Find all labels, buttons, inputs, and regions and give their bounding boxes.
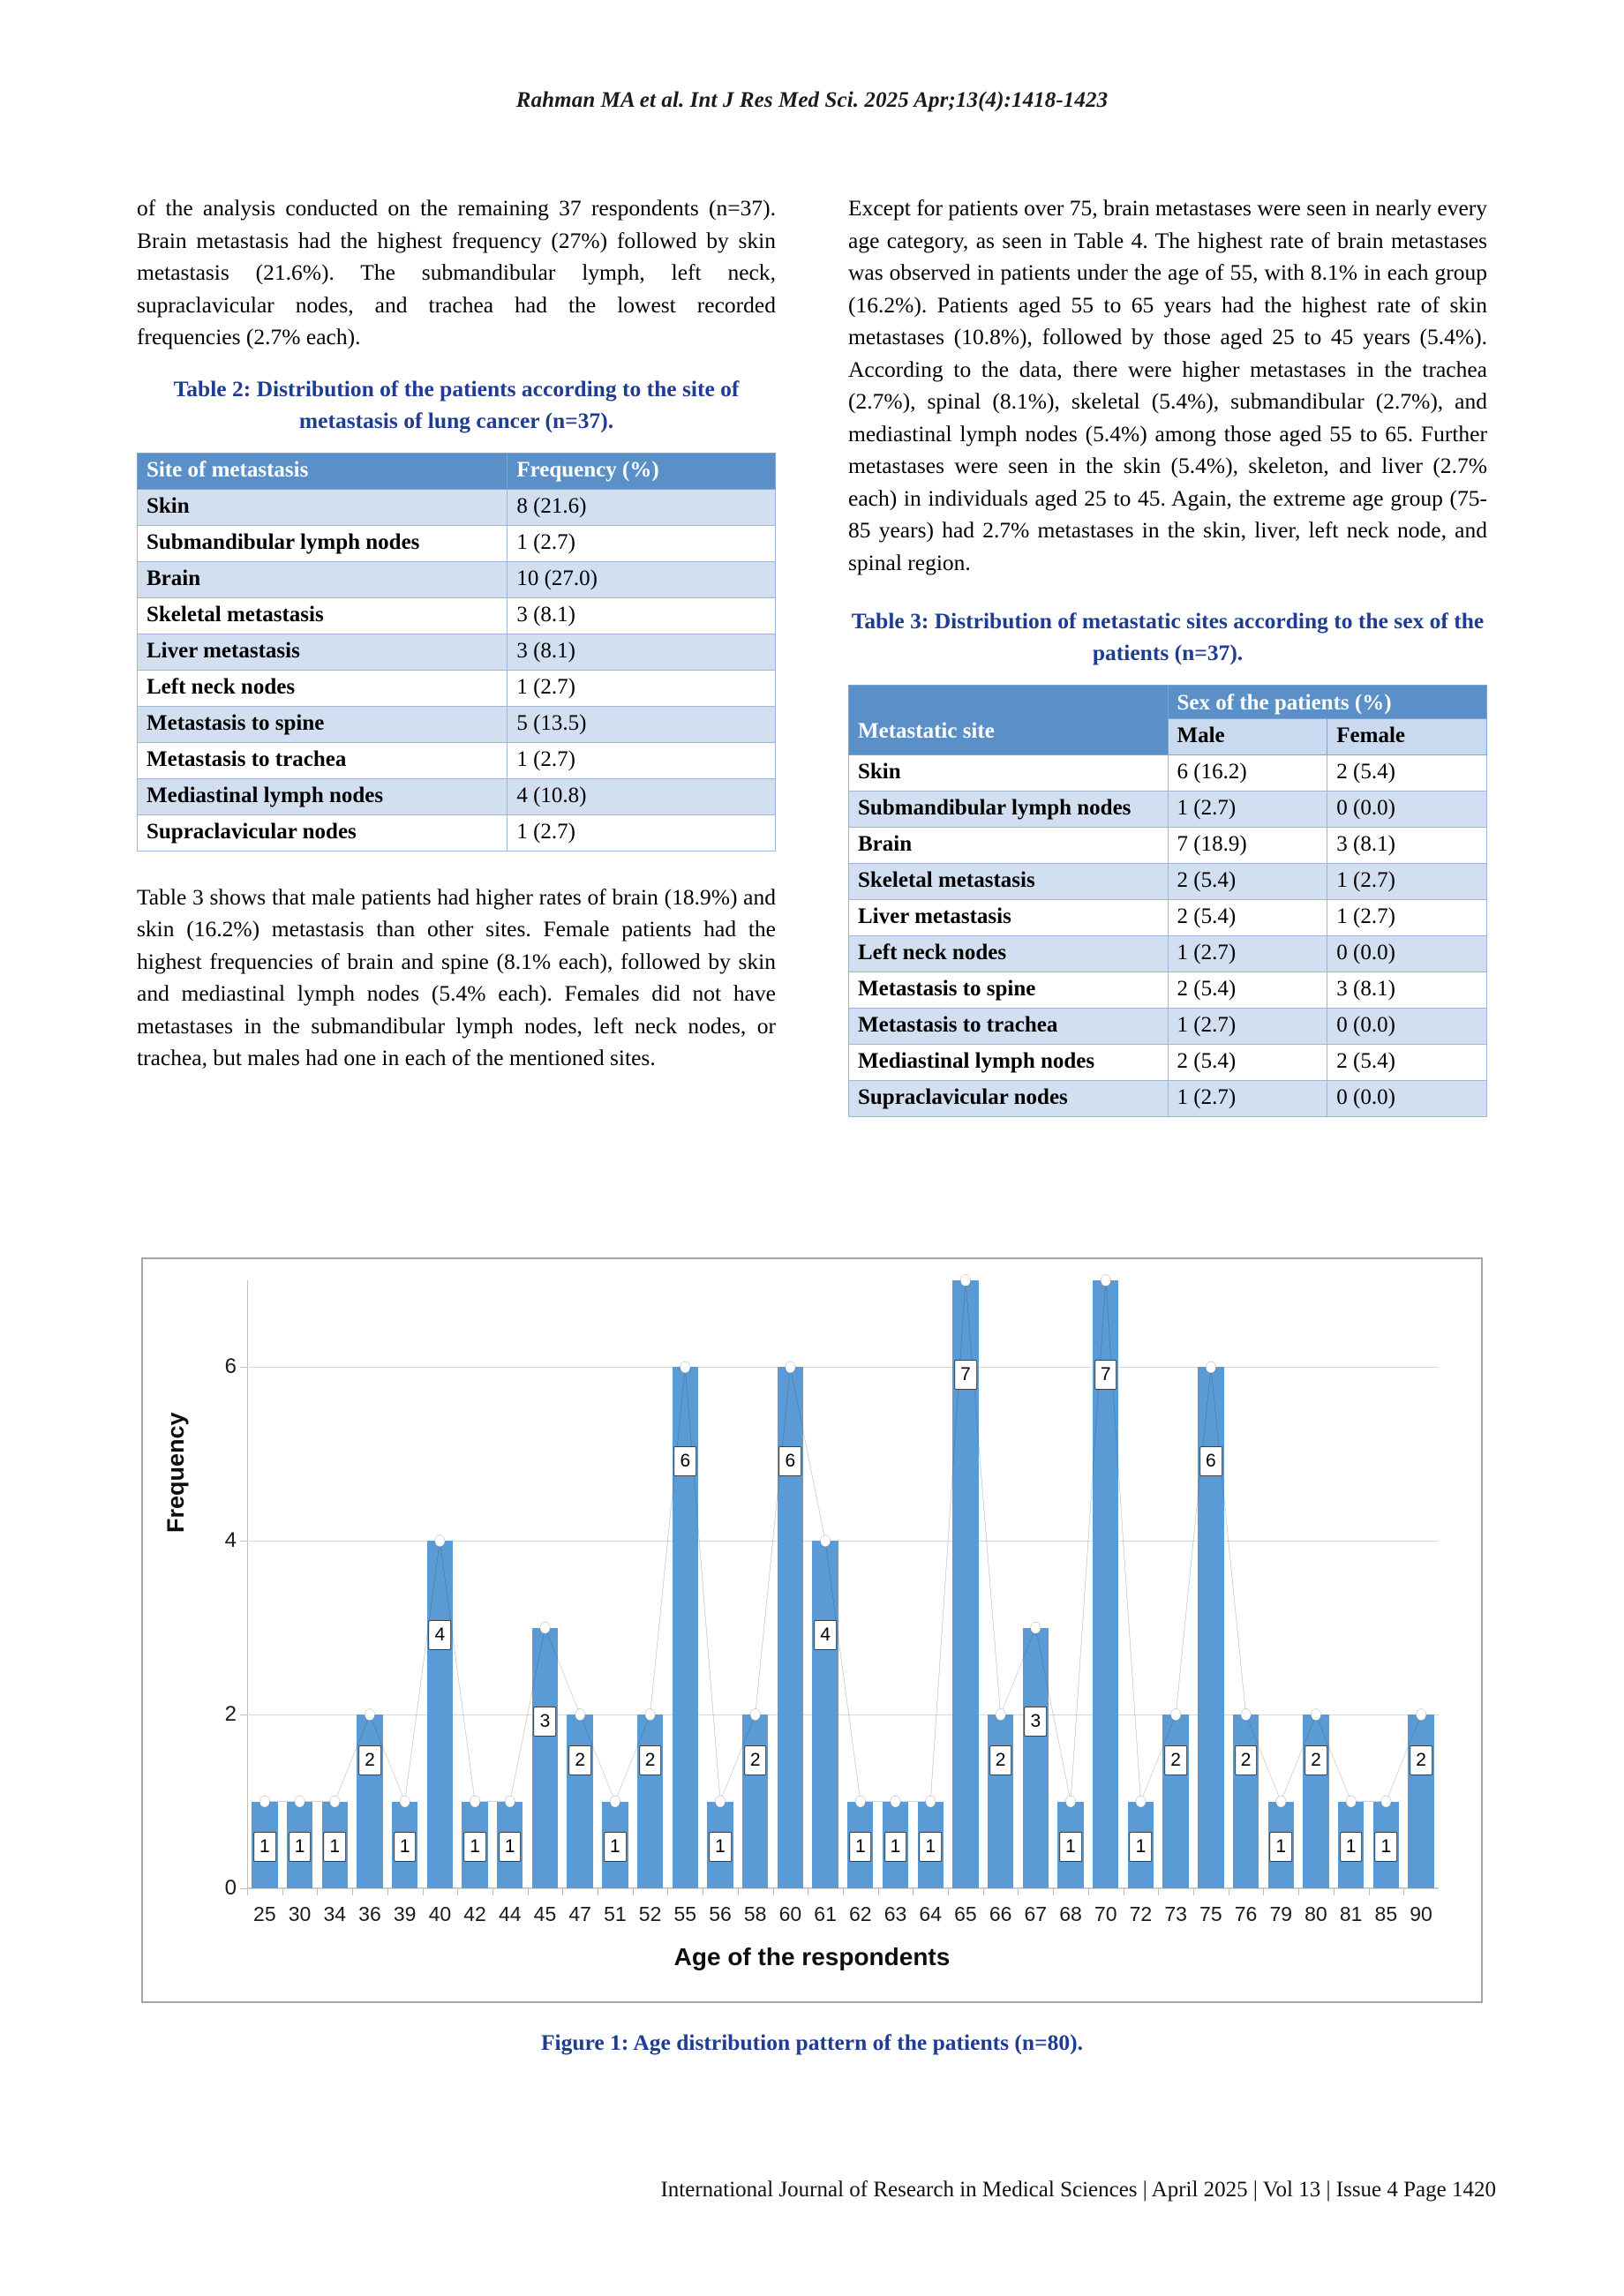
table-row xyxy=(849,972,1487,1009)
chart-x-tick-mark xyxy=(738,1888,739,1895)
figure-1-chart xyxy=(141,1257,1483,2003)
chart-bar xyxy=(532,1628,558,1888)
table2-cell-frequency: 1 (2.7) xyxy=(508,814,776,851)
chart-bar-value-label: 3 xyxy=(534,1707,557,1737)
chart-bar-group xyxy=(913,1280,948,1925)
chart-x-tick-label: 30 xyxy=(288,1902,312,1925)
table3-cell-female: 0 (0.0) xyxy=(1327,1009,1487,1045)
chart-bar-value-label: 2 xyxy=(1410,1745,1432,1775)
table-row xyxy=(138,706,776,742)
table3-caption: Table 3: Distribution of metastatic sites according to the sex of the patients (n=37). xyxy=(851,608,1485,665)
table3-cell-male: 2 (5.4) xyxy=(1168,972,1327,1009)
table2-cell-frequency: 1 (2.7) xyxy=(508,525,776,561)
chart-x-tick-mark xyxy=(352,1888,353,1895)
table-row xyxy=(849,900,1487,936)
chart-bar-value-label: 1 xyxy=(919,1832,942,1862)
table3-cell-male: 2 (5.4) xyxy=(1168,1045,1327,1081)
chart-x-tick-mark xyxy=(387,1888,388,1895)
chart-bar-value-label: 7 xyxy=(1094,1360,1117,1390)
chart-x-tick-label: 73 xyxy=(1164,1902,1187,1925)
chart-bar-group xyxy=(282,1280,318,1925)
table3-cell-site: Mediastinal lymph nodes xyxy=(849,1045,1169,1081)
chart-x-tick-mark xyxy=(492,1888,493,1895)
chart-bar-value-label: 1 xyxy=(289,1832,312,1862)
chart-x-tick-label: 90 xyxy=(1410,1902,1432,1925)
chart-bar-value-label: 2 xyxy=(568,1745,591,1775)
table2-cell-site: Submandibular lymph nodes xyxy=(138,525,508,561)
chart-x-tick-label: 72 xyxy=(1129,1902,1153,1925)
chart-x-tick-label: 25 xyxy=(253,1902,276,1925)
table-row xyxy=(138,489,776,525)
chart-x-tick-mark xyxy=(317,1888,318,1895)
chart-x-tick-label: 76 xyxy=(1234,1902,1258,1925)
table3-header-male: Male xyxy=(1168,719,1327,755)
chart-bar xyxy=(1408,1714,1433,1888)
chart-bar-group xyxy=(1369,1280,1404,1925)
table-row xyxy=(849,1045,1487,1081)
chart-bar-group xyxy=(1229,1280,1264,1925)
chart-bar xyxy=(812,1541,838,1888)
chart-bar-value-label: 1 xyxy=(463,1832,486,1862)
chart-bar-group xyxy=(562,1280,598,1925)
chart-x-tick-label: 40 xyxy=(428,1902,452,1925)
chart-x-tick-mark xyxy=(878,1888,879,1895)
chart-bar-group xyxy=(773,1280,808,1925)
chart-bar xyxy=(637,1714,663,1888)
table2-cell-frequency: 10 (27.0) xyxy=(508,561,776,597)
chart-x-tick-label: 68 xyxy=(1059,1902,1082,1925)
chart-x-tick-mark xyxy=(1088,1888,1089,1895)
chart-bar-group xyxy=(1193,1280,1229,1925)
chart-bar-value-label: 2 xyxy=(1235,1745,1258,1775)
table2-cell-site: Metastasis to trachea xyxy=(138,742,508,778)
table3-body xyxy=(849,755,1487,1117)
chart-x-tick-label: 45 xyxy=(533,1902,557,1925)
chart-bar-value-label: 2 xyxy=(1304,1745,1327,1775)
chart-bar-group xyxy=(598,1280,633,1925)
chart-x-tick-label: 51 xyxy=(604,1902,627,1925)
table3-cell-male: 1 (2.7) xyxy=(1168,1009,1327,1045)
right-column xyxy=(848,192,1487,1117)
chart-bar-value-label: 2 xyxy=(989,1745,1012,1775)
chart-bar xyxy=(1303,1714,1328,1888)
table3-cell-female: 2 (5.4) xyxy=(1327,755,1487,792)
left-paragraph-2: Table 3 shows that male patients had higher rates of brain (18.9%) and skin (16.2%) metastasis than other sites. Female patients had the highest frequencies of brain and spine (8.1% each), followed by skin and mediastinal lymph nodes (5.4% each). Females did not have metastases in the submandibular lymph nodes, left neck nodes, or trachea, but males had one in each of the mentioned sites. xyxy=(137,883,776,1070)
table3-cell-male: 1 (2.7) xyxy=(1168,936,1327,972)
chart-x-tick-mark xyxy=(667,1888,668,1895)
table3-cell-site: Metastasis to trachea xyxy=(849,1009,1169,1045)
running-head: Rahman MA et al. Int J Res Med Sci. 2025 Apr;13(4):1418-1423 xyxy=(515,88,1109,112)
chart-x-tick-label: 79 xyxy=(1269,1902,1293,1925)
chart-bar-group xyxy=(667,1280,703,1925)
chart-bar-value-label: 1 xyxy=(1130,1832,1153,1862)
chart-x-tick-label: 58 xyxy=(743,1902,767,1925)
chart-x-tick-label: 85 xyxy=(1374,1902,1398,1925)
chart-x-tick-label: 44 xyxy=(498,1902,522,1925)
chart-bar xyxy=(357,1714,382,1888)
chart-bar-value-label: 1 xyxy=(499,1832,522,1862)
table3-cell-female: 0 (0.0) xyxy=(1327,1081,1487,1117)
chart-bar-value-label: 1 xyxy=(394,1832,417,1862)
table2-caption: Table 2: Distribution of the patients according to the site of metastasis of lung cancer (n=37). xyxy=(173,375,740,433)
table3-cell-site: Metastasis to spine xyxy=(849,972,1169,1009)
chart-x-tick-label: 47 xyxy=(568,1902,591,1925)
table2-cell-frequency: 5 (13.5) xyxy=(508,706,776,742)
chart-x-tick-label: 70 xyxy=(1094,1902,1117,1925)
chart-bar-group xyxy=(1018,1280,1053,1925)
table3-cell-site: Skeletal metastasis xyxy=(849,864,1169,900)
table3-cell-female: 2 (5.4) xyxy=(1327,1045,1487,1081)
table2-cell-site: Metastasis to spine xyxy=(138,706,508,742)
table-row xyxy=(849,864,1487,900)
chart-bar xyxy=(1023,1628,1049,1888)
chart-bar-value-label: 3 xyxy=(1024,1707,1047,1737)
chart-bar-group xyxy=(1088,1280,1124,1925)
chart-x-tick-mark xyxy=(1263,1888,1264,1895)
chart-bar-group xyxy=(528,1280,563,1925)
chart-x-tick-mark xyxy=(423,1888,424,1895)
left-column xyxy=(137,192,776,1117)
chart-x-tick-label: 80 xyxy=(1304,1902,1327,1925)
chart-bar-group xyxy=(703,1280,738,1925)
chart-bar xyxy=(1233,1714,1259,1888)
table2-cell-frequency: 4 (10.8) xyxy=(508,778,776,814)
chart-bar-value-label: 1 xyxy=(1375,1832,1398,1862)
chart-bar-group xyxy=(457,1280,492,1925)
table3-cell-site: Skin xyxy=(849,755,1169,792)
table2-body xyxy=(138,489,776,851)
chart-bar-value-label: 1 xyxy=(884,1832,907,1862)
chart-bar-group xyxy=(1158,1280,1193,1925)
chart-bar-value-label: 2 xyxy=(1164,1745,1187,1775)
table3-cell-female: 3 (8.1) xyxy=(1327,828,1487,864)
chart-bar-group xyxy=(1334,1280,1369,1925)
chart-x-tick-label: 52 xyxy=(638,1902,662,1925)
table2-cell-site: Liver metastasis xyxy=(138,634,508,670)
table3-cell-male: 6 (16.2) xyxy=(1168,755,1327,792)
chart-x-tick-label: 36 xyxy=(358,1902,381,1925)
table2-cell-frequency: 1 (2.7) xyxy=(508,742,776,778)
table3-header-site: Metastatic site xyxy=(849,686,1169,755)
chart-bar-group xyxy=(1298,1280,1334,1925)
chart-bar-value-label: 1 xyxy=(1059,1832,1082,1862)
chart-x-tick-label: 60 xyxy=(778,1902,802,1925)
table-row xyxy=(138,525,776,561)
table3-cell-female: 0 (0.0) xyxy=(1327,936,1487,972)
chart-x-tick-label: 55 xyxy=(673,1902,697,1925)
chart-bar-value-label: 2 xyxy=(358,1745,381,1775)
chart-bar-value-label: 1 xyxy=(1269,1832,1292,1862)
table3-cell-male: 1 (2.7) xyxy=(1168,792,1327,828)
chart-x-tick-label: 39 xyxy=(393,1902,417,1925)
table2-cell-frequency: 3 (8.1) xyxy=(508,597,776,634)
chart-bar-group xyxy=(247,1280,282,1925)
chart-bars xyxy=(247,1280,1439,1925)
chart-x-tick-label: 81 xyxy=(1339,1902,1363,1925)
right-paragraph-1: Except for patients over 75, brain metastases were seen in nearly every age category, as seen in Table 4. The highest rate of brain metastases was observed in patients under the age of 55, with 8.1% in each group (16.2%). Patients aged 55 to 65 years had the highest rate of skin metastases (10.8%), followed by those aged 25 to 45 years (5.4%). According to the data, there were higher metastases in the trachea (2.7%), spinal (8.1%), skeletal (5.4%), submandibular (2.7%), and mediastinal lymph nodes (5.4%) among those aged 55 to 65. Further metastases were seen in the skin (5.4%), skeleton, and liver (2.7% each) in individuals aged 25 to 45. Again, the extreme age group (75-85 years) had 2.7% metastases in the skin, liver, left neck node, and spinal region. xyxy=(848,195,1487,575)
chart-x-tick-mark xyxy=(1403,1888,1404,1895)
table3-cell-male: 2 (5.4) xyxy=(1168,864,1327,900)
table-row xyxy=(849,755,1487,792)
table3-header-sex-group: Sex of the patients (%) xyxy=(1168,686,1487,719)
chart-x-tick-mark xyxy=(1298,1888,1299,1895)
chart-bar-group xyxy=(843,1280,878,1925)
chart-x-tick-mark xyxy=(983,1888,984,1895)
chart-bar-group xyxy=(738,1280,773,1925)
table3-cell-male: 1 (2.7) xyxy=(1168,1081,1327,1117)
chart-y-tick-mark xyxy=(240,1541,247,1542)
chart-bar-group xyxy=(1263,1280,1298,1925)
table-3-metastasis-by-sex xyxy=(848,685,1487,1117)
chart-x-tick-mark xyxy=(457,1888,458,1895)
chart-bar xyxy=(427,1541,453,1888)
chart-bar-value-label: 6 xyxy=(1199,1446,1222,1476)
chart-x-tick-label: 56 xyxy=(709,1902,732,1925)
chart-x-tick-label: 75 xyxy=(1199,1902,1222,1925)
chart-bar-group xyxy=(1124,1280,1159,1925)
chart-y-axis-title: Frequency xyxy=(162,1412,189,1533)
table2-cell-frequency: 3 (8.1) xyxy=(508,634,776,670)
chart-y-tick-label: 2 xyxy=(224,1702,237,1727)
table3-header-female: Female xyxy=(1327,719,1487,755)
chart-bar-value-label: 1 xyxy=(709,1832,732,1862)
chart-x-tick-label: 63 xyxy=(883,1902,907,1925)
table-row xyxy=(138,634,776,670)
chart-y-tick-mark xyxy=(240,1714,247,1715)
chart-bar-value-label: 1 xyxy=(1340,1832,1363,1862)
chart-bar-value-label: 1 xyxy=(604,1832,627,1862)
chart-bar-group xyxy=(878,1280,914,1925)
chart-x-tick-label: 62 xyxy=(849,1902,872,1925)
chart-x-tick-label: 64 xyxy=(919,1902,942,1925)
table2-cell-site: Brain xyxy=(138,561,508,597)
chart-bar-value-label: 4 xyxy=(814,1620,837,1650)
table-row xyxy=(849,1081,1487,1117)
table-row xyxy=(849,1009,1487,1045)
chart-bar-value-label: 1 xyxy=(253,1832,276,1862)
chart-bar xyxy=(1162,1714,1188,1888)
table3-cell-site: Supraclavicular nodes xyxy=(849,1081,1169,1117)
chart-bar-group xyxy=(387,1280,423,1925)
chart-bar-group xyxy=(492,1280,528,1925)
page-footer: International Journal of Research in Medical Sciences | April 2025 | Vol 13 | Issue 4 Page 1420 xyxy=(660,2178,1496,2202)
chart-x-tick-mark xyxy=(562,1888,563,1895)
table3-cell-male: 7 (18.9) xyxy=(1168,828,1327,864)
table-row xyxy=(849,936,1487,972)
chart-y-tick-label: 6 xyxy=(224,1354,237,1379)
chart-x-tick-mark xyxy=(1018,1888,1019,1895)
table-row xyxy=(138,814,776,851)
chart-x-tick-label: 61 xyxy=(814,1902,837,1925)
two-column-body xyxy=(137,192,1487,1117)
chart-bar-value-label: 6 xyxy=(779,1446,802,1476)
table-2-metastasis-sites xyxy=(137,453,776,852)
chart-x-tick-mark xyxy=(1053,1888,1054,1895)
chart-y-tick-mark xyxy=(240,1888,247,1889)
table3-header-row-1 xyxy=(849,686,1487,719)
chart-x-tick-mark xyxy=(773,1888,774,1895)
chart-plot-area xyxy=(224,1280,1439,1925)
chart-bar-value-label: 1 xyxy=(323,1832,346,1862)
chart-bar-group xyxy=(983,1280,1019,1925)
chart-bar-value-label: 4 xyxy=(429,1620,452,1650)
chart-y-tick-label: 0 xyxy=(224,1876,237,1900)
chart-bar xyxy=(988,1714,1013,1888)
table3-cell-site: Brain xyxy=(849,828,1169,864)
chart-x-tick-mark xyxy=(913,1888,914,1895)
chart-x-tick-mark xyxy=(1334,1888,1335,1895)
table2-cell-site: Mediastinal lymph nodes xyxy=(138,778,508,814)
table-row xyxy=(138,742,776,778)
table3-cell-female: 1 (2.7) xyxy=(1327,900,1487,936)
table-row xyxy=(138,597,776,634)
table3-cell-site: Left neck nodes xyxy=(849,936,1169,972)
chart-x-tick-mark xyxy=(1369,1888,1370,1895)
table2-cell-site: Skin xyxy=(138,489,508,525)
table-row xyxy=(138,561,776,597)
table3-cell-female: 3 (8.1) xyxy=(1327,972,1487,1009)
chart-y-tick-mark xyxy=(240,1367,247,1368)
chart-x-tick-mark xyxy=(633,1888,634,1895)
chart-bar-value-label: 6 xyxy=(673,1446,696,1476)
table-row xyxy=(849,792,1487,828)
chart-x-tick-label: 66 xyxy=(989,1902,1012,1925)
table2-cell-site: Skeletal metastasis xyxy=(138,597,508,634)
table2-header-frequency: Frequency (%) xyxy=(508,453,776,489)
chart-bar-value-label: 2 xyxy=(639,1745,662,1775)
chart-x-tick-mark xyxy=(1193,1888,1194,1895)
chart-x-tick-mark xyxy=(948,1888,949,1895)
chart-x-tick-mark xyxy=(1158,1888,1159,1895)
chart-inner xyxy=(143,1259,1481,2001)
chart-bar-group xyxy=(423,1280,458,1925)
chart-bar-group xyxy=(1053,1280,1088,1925)
chart-bar-group xyxy=(948,1280,983,1925)
chart-x-tick-label: 34 xyxy=(323,1902,347,1925)
table3-cell-site: Liver metastasis xyxy=(849,900,1169,936)
table2-cell-frequency: 1 (2.7) xyxy=(508,670,776,706)
figure-1-caption: Figure 1: Age distribution pattern of the patients (n=80). xyxy=(540,2030,1083,2055)
chart-bar xyxy=(742,1714,768,1888)
chart-bar-value-label: 2 xyxy=(744,1745,767,1775)
chart-bar-group xyxy=(352,1280,387,1925)
table2-cell-frequency: 8 (21.6) xyxy=(508,489,776,525)
chart-y-tick-label: 4 xyxy=(224,1528,237,1553)
chart-bar xyxy=(567,1714,592,1888)
table-row xyxy=(849,828,1487,864)
table2-cell-site: Left neck nodes xyxy=(138,670,508,706)
chart-x-tick-mark xyxy=(528,1888,529,1895)
chart-x-tick-mark xyxy=(843,1888,844,1895)
chart-bar-group xyxy=(1403,1280,1439,1925)
table2-cell-site: Supraclavicular nodes xyxy=(138,814,508,851)
chart-x-tick-label: 42 xyxy=(463,1902,486,1925)
left-paragraph-1: of the analysis conducted on the remaining 37 respondents (n=37). Brain metastasis had the highest frequency (27%) followed by skin metastasis (21.6%). The submandibular lymph, left neck, supraclavicular nodes, and trachea had the lowest recorded frequencies (2.7% each). xyxy=(137,195,776,349)
table3-cell-female: 0 (0.0) xyxy=(1327,792,1487,828)
table2-header-row xyxy=(138,453,776,489)
table2-header-site: Site of metastasis xyxy=(138,453,508,489)
chart-x-tick-mark xyxy=(247,1888,248,1895)
table-row xyxy=(138,778,776,814)
table-row xyxy=(138,670,776,706)
table3-cell-site: Submandibular lymph nodes xyxy=(849,792,1169,828)
chart-bar-group xyxy=(633,1280,668,1925)
chart-bar-group xyxy=(808,1280,843,1925)
chart-x-tick-mark xyxy=(282,1888,283,1895)
table3-cell-female: 1 (2.7) xyxy=(1327,864,1487,900)
chart-bar-value-label: 1 xyxy=(849,1832,872,1862)
chart-bar-group xyxy=(317,1280,352,1925)
chart-x-tick-label: 65 xyxy=(954,1902,977,1925)
table3-cell-male: 2 (5.4) xyxy=(1168,900,1327,936)
chart-x-axis-title: Age of the respondents xyxy=(673,1943,951,1970)
chart-x-tick-label: 67 xyxy=(1024,1902,1048,1925)
chart-bar-value-label: 7 xyxy=(954,1360,977,1390)
